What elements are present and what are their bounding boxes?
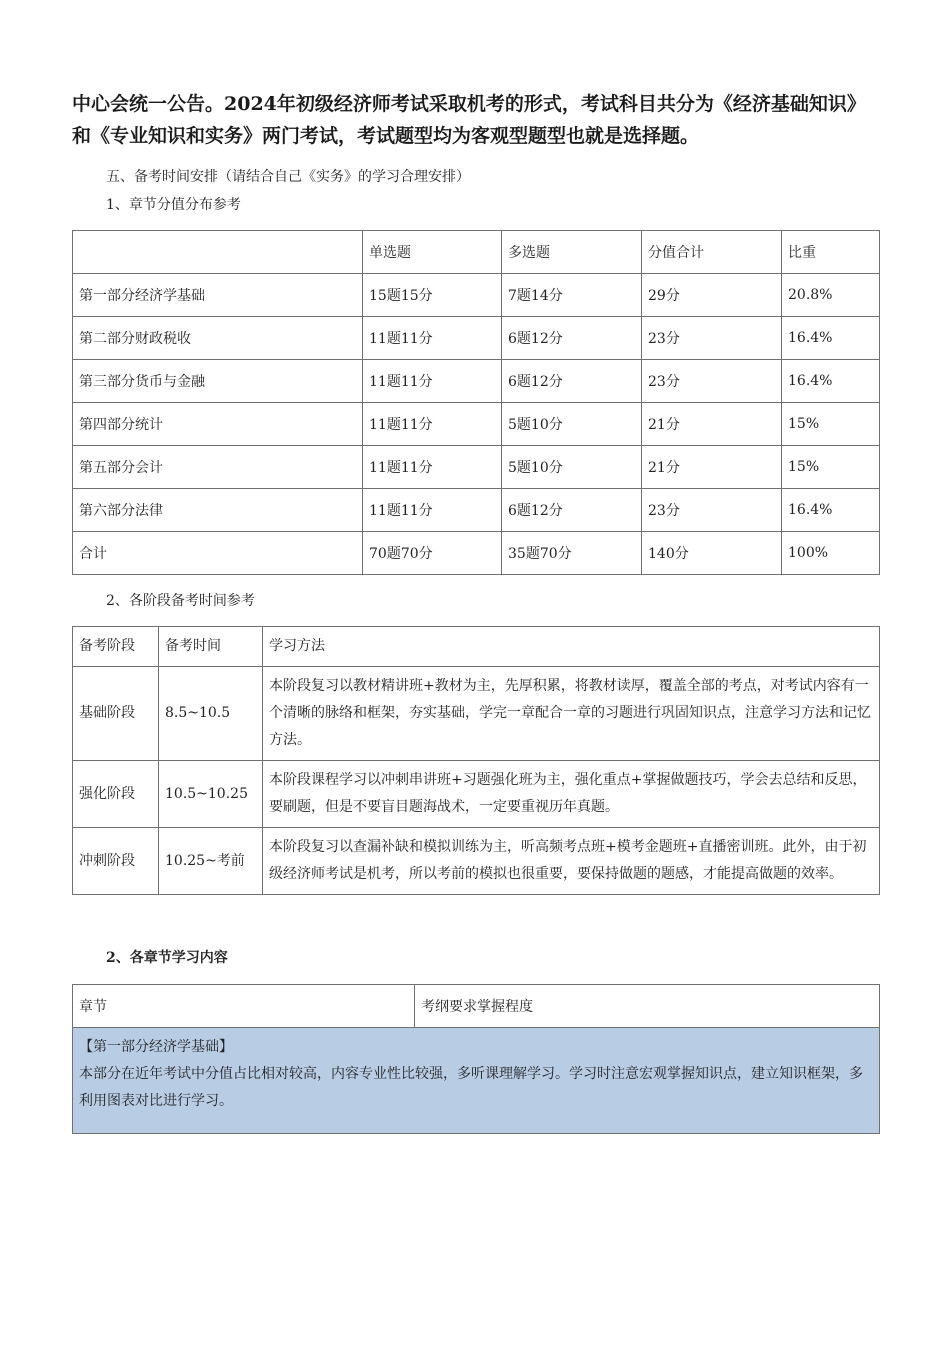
table-total-row [73, 532, 880, 575]
table-header-row [73, 985, 880, 1028]
table-cell: 11题11分 [363, 360, 502, 403]
chapter-content-table [72, 984, 880, 1134]
table-cell: 21分 [642, 446, 782, 489]
table-cell: 140分 [642, 532, 782, 575]
table-cell: 23分 [642, 360, 782, 403]
table-cell: 11题11分 [363, 489, 502, 532]
table-row [73, 1028, 880, 1134]
section-highlight-cell [73, 1028, 880, 1134]
score-distribution-table [72, 230, 880, 575]
table-cell: 8.5~10.5 [159, 667, 263, 761]
table-cell: 基础阶段 [73, 667, 159, 761]
table-row [73, 360, 880, 403]
table-cell: 第一部分经济学基础 [73, 274, 363, 317]
table-cell: 6题12分 [502, 360, 642, 403]
table-row [73, 828, 880, 895]
table-row [73, 317, 880, 360]
table-cell: 合计 [73, 532, 363, 575]
table-cell: 21分 [642, 403, 782, 446]
table-cell: 11题11分 [363, 446, 502, 489]
table-cell: 本阶段课程学习以冲刺串讲班+习题强化班为主，强化重点+掌握做题技巧，学会去总结和反思，要刷题，但是不要盲目题海战术，一定要重视历年真题。 [263, 761, 880, 828]
header-cell: 多选题 [502, 231, 642, 274]
chapter-table-heading: 2、各章节学习内容 [106, 950, 228, 966]
table-cell: 本阶段复习以教材精讲班+教材为主，先厚积累，将教材读厚，覆盖全部的考点，对考试内容有一个清晰的脉络和框架，夯实基础，学完一章配合一章的习题进行巩固知识点，注意学习方法和记忆方法。 [263, 667, 880, 761]
table-cell: 15% [782, 403, 880, 446]
header-cell: 比重 [782, 231, 880, 274]
table-cell: 23分 [642, 317, 782, 360]
table-cell: 11题11分 [363, 403, 502, 446]
table-row [73, 274, 880, 317]
table-cell: 10.5~10.25 [159, 761, 263, 828]
header-cell: 分值合计 [642, 231, 782, 274]
table-cell: 16.4% [782, 317, 880, 360]
table-cell: 第六部分法律 [73, 489, 363, 532]
table-cell: 第二部分财政税收 [73, 317, 363, 360]
table-cell: 本阶段复习以查漏补缺和模拟训练为主，听高频考点班+模考金题班+直播密训班。此外，由于初级经济师考试是机考，所以考前的模拟也很重要，要保持做题的题感，才能提高做题的效率。 [263, 828, 880, 895]
table-cell: 第三部分货币与金融 [73, 360, 363, 403]
table-cell: 11题11分 [363, 317, 502, 360]
header-cell: 章节 [73, 985, 415, 1028]
table-cell: 7题14分 [502, 274, 642, 317]
table-cell: 70题70分 [363, 532, 502, 575]
table-cell: 6题12分 [502, 489, 642, 532]
table-cell: 29分 [642, 274, 782, 317]
header-cell: 学习方法 [263, 627, 880, 667]
table-header-row [73, 231, 880, 274]
section-title: 五、备考时间安排（请结合自己《实务》的学习合理安排） [106, 169, 470, 185]
header-cell: 备考阶段 [73, 627, 159, 667]
table-cell: 23分 [642, 489, 782, 532]
table-cell: 第四部分统计 [73, 403, 363, 446]
table-cell: 5题10分 [502, 403, 642, 446]
table-cell: 20.8% [782, 274, 880, 317]
table-cell: 强化阶段 [73, 761, 159, 828]
table-cell: 100% [782, 532, 880, 575]
header-cell: 备考时间 [159, 627, 263, 667]
table-cell: 16.4% [782, 360, 880, 403]
table-cell: 15% [782, 446, 880, 489]
section-description: 本部分在近年考试中分值占比相对较高，内容专业性比较强，多听课理解学习。学习时注意宏观掌握知识点，建立知识框架，多利用图表对比进行学习。 [79, 1066, 863, 1109]
stage-schedule-table [72, 626, 880, 895]
header-cell: 单选题 [363, 231, 502, 274]
table-row [73, 446, 880, 489]
table-cell: 冲刺阶段 [73, 828, 159, 895]
table-row [73, 403, 880, 446]
table-cell: 35题70分 [502, 532, 642, 575]
intro-paragraph: 中心会统一公告。2024年初级经济师考试采取机考的形式，考试科目共分为《经济基础知识》和《专业知识和实务》两门考试，考试题型均为客观型题型也就是选择题。 [72, 93, 866, 147]
table-row [73, 667, 880, 761]
table-cell: 6题12分 [502, 317, 642, 360]
table-cell: 第五部分会计 [73, 446, 363, 489]
table-row [73, 761, 880, 828]
table-cell: 5题10分 [502, 446, 642, 489]
table-header-row [73, 627, 880, 667]
section-label: 【第一部分经济学基础】 [79, 1039, 233, 1055]
table-cell: 10.25~考前 [159, 828, 263, 895]
stage-table-heading: 2、各阶段备考时间参考 [106, 593, 255, 609]
header-cell: 考纲要求掌握程度 [415, 985, 880, 1028]
header-cell [73, 231, 363, 274]
score-table-heading: 1、章节分值分布参考 [106, 197, 241, 213]
table-row [73, 489, 880, 532]
table-cell: 15题15分 [363, 274, 502, 317]
table-cell: 16.4% [782, 489, 880, 532]
